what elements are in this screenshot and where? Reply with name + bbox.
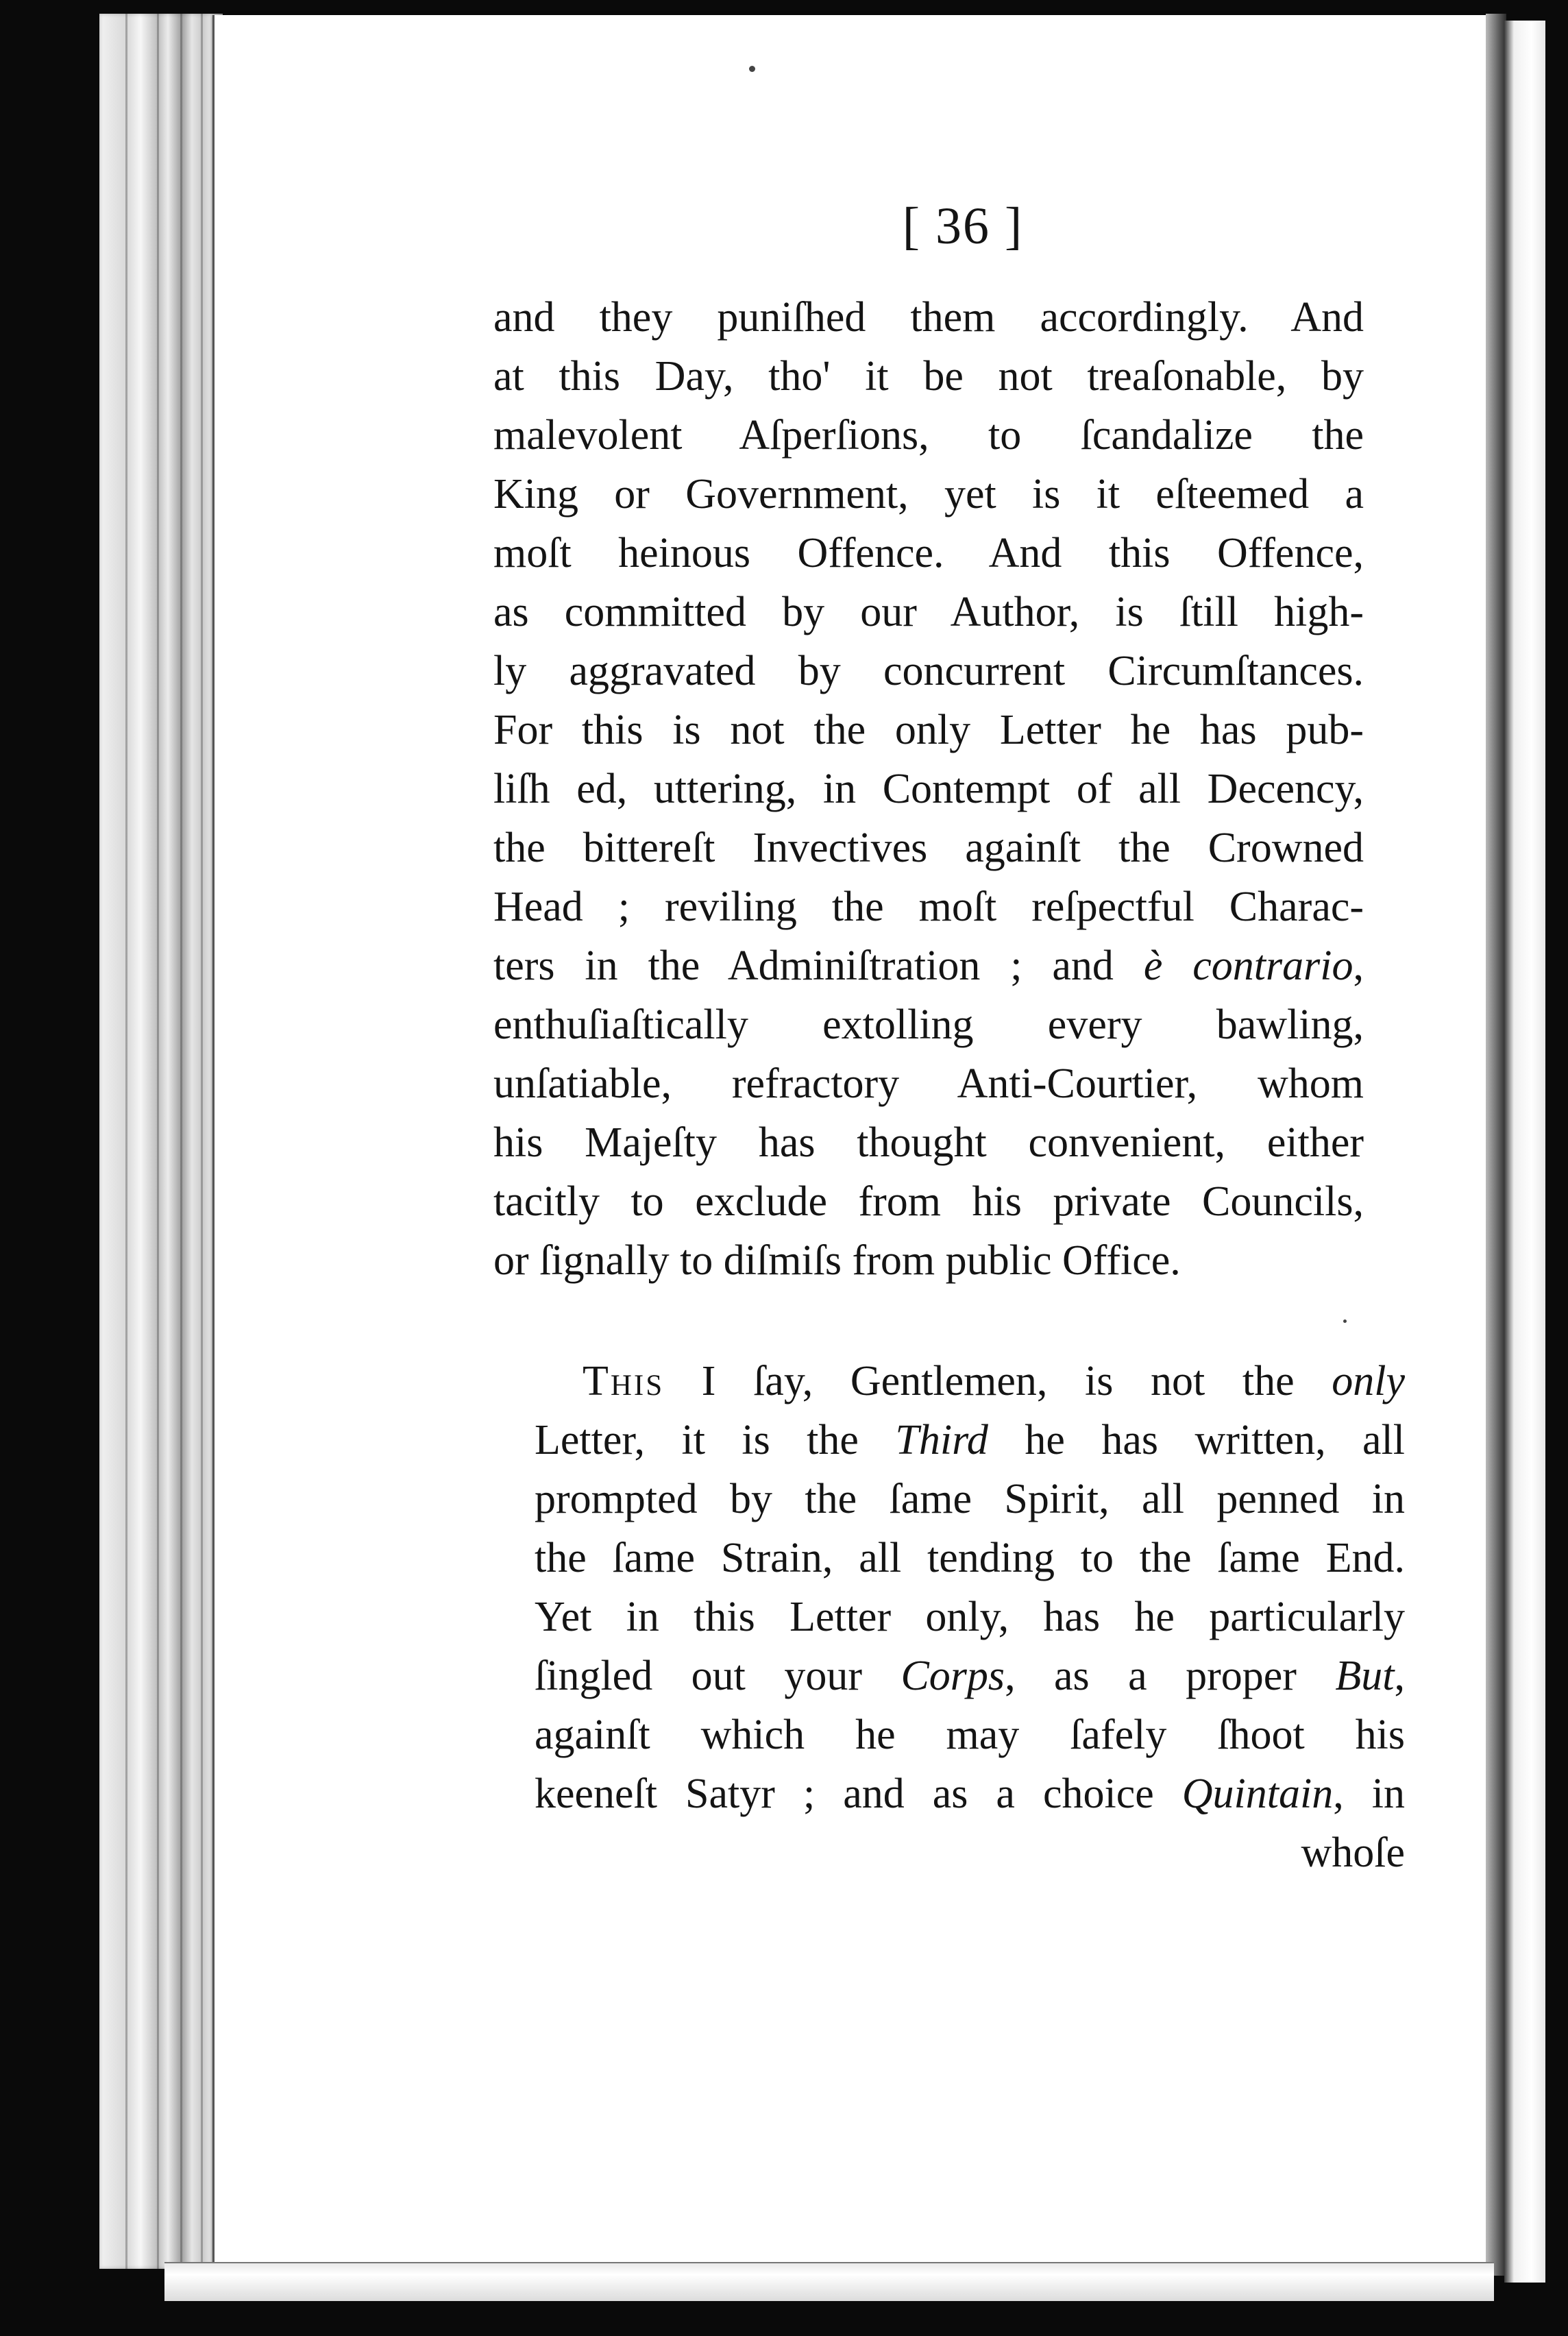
page-number: [ 36 ] [902,197,1024,255]
page-text-block [493,192,1405,1882]
facing-page-edge [1504,21,1545,2283]
italic-phrase: But [1335,1653,1395,1699]
text-line: For this is not the only Letter he has pub- [493,707,1364,753]
text-segment: , in [1333,1771,1405,1817]
text-line: Head ; reviling the moſt reſpectful Charac- [493,884,1364,930]
text-segment: , [1353,942,1364,989]
text-line: or ſignally to diſmiſs from public Office. [493,1237,1181,1284]
text-line: as committed by our Author, is ſtill high- [493,589,1364,635]
text-line: ly aggravated by concurrent Circumſtances. [493,648,1364,694]
text-line: againſt which he may ſafely ſhoot his [535,1712,1405,1758]
page-edge-stack [99,14,223,2269]
gutter-shadow [1486,14,1506,2276]
text-line: the bittereſt Invectives againſt the Crowned [493,825,1364,871]
text-line: his Majeſty has thought convenient, either [493,1119,1364,1166]
text-segment: he has written, all [988,1417,1405,1463]
text-line: at this Day, tho' it be not treaſonable, by [493,353,1364,400]
catchword: whoſe [1301,1829,1405,1876]
text-line: liſh ed, uttering, in Contempt of all Decency, [493,766,1364,812]
text-line: enthuſiaſtically extolling every bawling, [493,1001,1364,1048]
italic-phrase: only [1332,1358,1405,1404]
text-line [535,1646,1405,1705]
text-line: unſatiable, refractory Anti-Courtier, whom [493,1060,1364,1107]
text-segment: , [1394,1653,1405,1699]
text-line: and they puniſhed them accordingly. And [493,294,1364,341]
text-line: the ſame Strain, all tending to the ſame End. [535,1535,1405,1581]
text-segment: , as a proper [1005,1653,1336,1699]
text-line: malevolent Aſperſions, to ſcandalize the [493,412,1364,459]
paragraph-1 [493,288,1364,1290]
ink-speck [749,66,755,72]
text-segment: ters in the Adminiſtration ; and [493,942,1144,989]
text-line: moſt heinous Offence. And this Offence, [493,530,1364,576]
next-leaf-edge [164,2262,1494,2301]
text-line: King or Government, yet is it eſteemed a [493,471,1364,518]
text-line [535,1411,1405,1470]
text-line [493,936,1364,995]
text-segment: ſingled out your [535,1653,901,1699]
paragraph-gap [493,1290,1405,1352]
text-line: Yet in this Letter only, has he particularly [535,1594,1405,1640]
text-line: tacitly to exclude from his private Councils, [493,1178,1364,1225]
text-segment: Letter, it is the [535,1417,896,1463]
text-line [535,1764,1405,1823]
italic-phrase: è contrario [1143,942,1353,989]
small-caps-word: This [583,1358,665,1404]
italic-phrase: Third [895,1417,988,1463]
paragraph-2 [535,1352,1405,1882]
text-line [535,1352,1405,1411]
text-line: prompted by the ſame Spirit, all penned in [535,1476,1405,1522]
text-segment: keeneſt Satyr ; and as a choice [535,1771,1182,1817]
text-segment: I ſay, Gentlemen, is not the [664,1358,1332,1404]
italic-phrase: Corps [901,1653,1005,1699]
italic-phrase: Quintain [1181,1771,1334,1817]
